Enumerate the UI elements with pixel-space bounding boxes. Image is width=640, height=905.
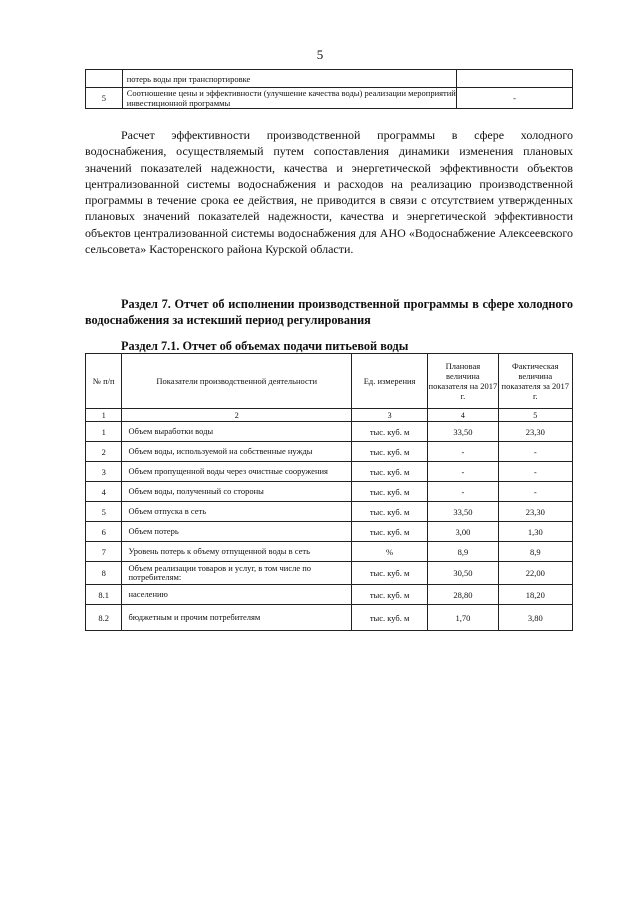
- header-indicator: Показатели производственной деятельности: [122, 354, 352, 409]
- row-indicator: Объем пропущенной воды через очистные сооружения: [122, 462, 352, 482]
- row-unit: тыс. куб. м: [352, 605, 428, 631]
- section-7-heading: Раздел 7. Отчет об исполнении производственной программы в сфере холодного водоснабжения за истекший период регулирования: [85, 297, 573, 327]
- row-plan: 28,80: [428, 585, 498, 605]
- row-fact: -: [498, 482, 572, 502]
- row-fact: -: [498, 442, 572, 462]
- row-number: 5: [86, 88, 123, 109]
- col-number: 1: [86, 409, 122, 422]
- row-value: [457, 70, 573, 88]
- row-plan: 30,50: [428, 562, 498, 585]
- section-7-1-heading: Раздел 7.1. Отчет об объемах подачи питьевой воды: [121, 339, 409, 353]
- table-row: [86, 542, 573, 562]
- row-plan: 1,70: [428, 605, 498, 631]
- row-indicator: населению: [122, 585, 352, 605]
- header-num: № п/п: [86, 354, 122, 409]
- col-number: 4: [428, 409, 498, 422]
- table-row: [86, 462, 573, 482]
- row-plan: -: [428, 462, 498, 482]
- header-row: [86, 354, 573, 409]
- row-indicator: Объем воды, полученный со стороны: [122, 482, 352, 502]
- row-fact: 18,20: [498, 585, 572, 605]
- row-plan: 33,50: [428, 502, 498, 522]
- efficiency-paragraph: Расчет эффективности производственной программы в сфере холодного водоснабжения, осуществляемый путем сопоставления динамики изменения плановых значений показателей надежности, качества и энергетической эффективности объектов централизованной системы водоснабжения и расходов на реализацию производственной программы в течение срока ее действия, не приводится в связи с отсутствием утвержденных плановых значений показателей надежности, качества и энергетической эффективности объектов централизованной системы водоснабжения для АНО «Водоснабжение Алексеевского сельсовета» Касторенского района Курской области.: [85, 128, 573, 257]
- row-value: -: [457, 88, 573, 109]
- row-num: 5: [86, 502, 122, 522]
- row-unit: %: [352, 542, 428, 562]
- row-indicator: Объем отпуска в сеть: [122, 502, 352, 522]
- row-fact: 23,30: [498, 422, 572, 442]
- table-row: [86, 605, 573, 631]
- row-indicator: Объем реализации товаров и услуг, в том числе по потребителям:: [122, 562, 352, 585]
- row-unit: тыс. куб. м: [352, 442, 428, 462]
- row-num: 6: [86, 522, 122, 542]
- col-number: 5: [498, 409, 572, 422]
- table-row: [86, 442, 573, 462]
- row-plan: 8,9: [428, 542, 498, 562]
- row-unit: тыс. куб. м: [352, 422, 428, 442]
- col-number: 3: [352, 409, 428, 422]
- row-plan: -: [428, 482, 498, 502]
- row-plan: 33,50: [428, 422, 498, 442]
- row-indicator: Объем выработки воды: [122, 422, 352, 442]
- row-num: 3: [86, 462, 122, 482]
- row-unit: тыс. куб. м: [352, 522, 428, 542]
- table-row: [86, 562, 573, 585]
- row-plan: 3,00: [428, 522, 498, 542]
- row-fact: -: [498, 462, 572, 482]
- row-fact: 22,00: [498, 562, 572, 585]
- page-number: 5: [316, 47, 324, 62]
- row-fact: 8,9: [498, 542, 572, 562]
- table-row: [86, 585, 573, 605]
- row-num: 8.2: [86, 605, 122, 631]
- continued-indicators-table: [85, 69, 573, 109]
- water-supply-report-table: [85, 353, 573, 631]
- row-num: 8.1: [86, 585, 122, 605]
- col-number: 2: [122, 409, 352, 422]
- row-text: Соотношение цены и эффективности (улучшение качества воды) реализации мероприятий инвестиционной программы: [122, 88, 456, 109]
- row-fact: 1,30: [498, 522, 572, 542]
- row-unit: тыс. куб. м: [352, 482, 428, 502]
- row-fact: 3,80: [498, 605, 572, 631]
- table-row: [86, 422, 573, 442]
- row-unit: тыс. куб. м: [352, 502, 428, 522]
- table-row: [86, 482, 573, 502]
- table-row: [86, 522, 573, 542]
- row-num: 7: [86, 542, 122, 562]
- row-unit: тыс. куб. м: [352, 562, 428, 585]
- row-num: 1: [86, 422, 122, 442]
- row-indicator: Объем потерь: [122, 522, 352, 542]
- row-indicator: Объем воды, используемой на собственные нужды: [122, 442, 352, 462]
- row-num: 4: [86, 482, 122, 502]
- table-row: [86, 70, 573, 88]
- row-unit: тыс. куб. м: [352, 585, 428, 605]
- column-numbers-row: [86, 409, 573, 422]
- header-unit: Ед. измерения: [352, 354, 428, 409]
- row-unit: тыс. куб. м: [352, 462, 428, 482]
- row-num: 2: [86, 442, 122, 462]
- table-row: [86, 88, 573, 109]
- row-indicator: бюджетным и прочим потребителям: [122, 605, 352, 631]
- row-plan: -: [428, 442, 498, 462]
- header-fact: Фактическая величина показателя за 2017 г.: [498, 354, 572, 409]
- row-fact: 23,30: [498, 502, 572, 522]
- row-num: 8: [86, 562, 122, 585]
- row-number: [86, 70, 123, 88]
- row-indicator: Уровень потерь к объему отпущенной воды в сеть: [122, 542, 352, 562]
- table-row: [86, 502, 573, 522]
- row-text: потерь воды при транспортировке: [122, 70, 456, 88]
- header-plan: Плановая величина показателя на 2017 г.: [428, 354, 498, 409]
